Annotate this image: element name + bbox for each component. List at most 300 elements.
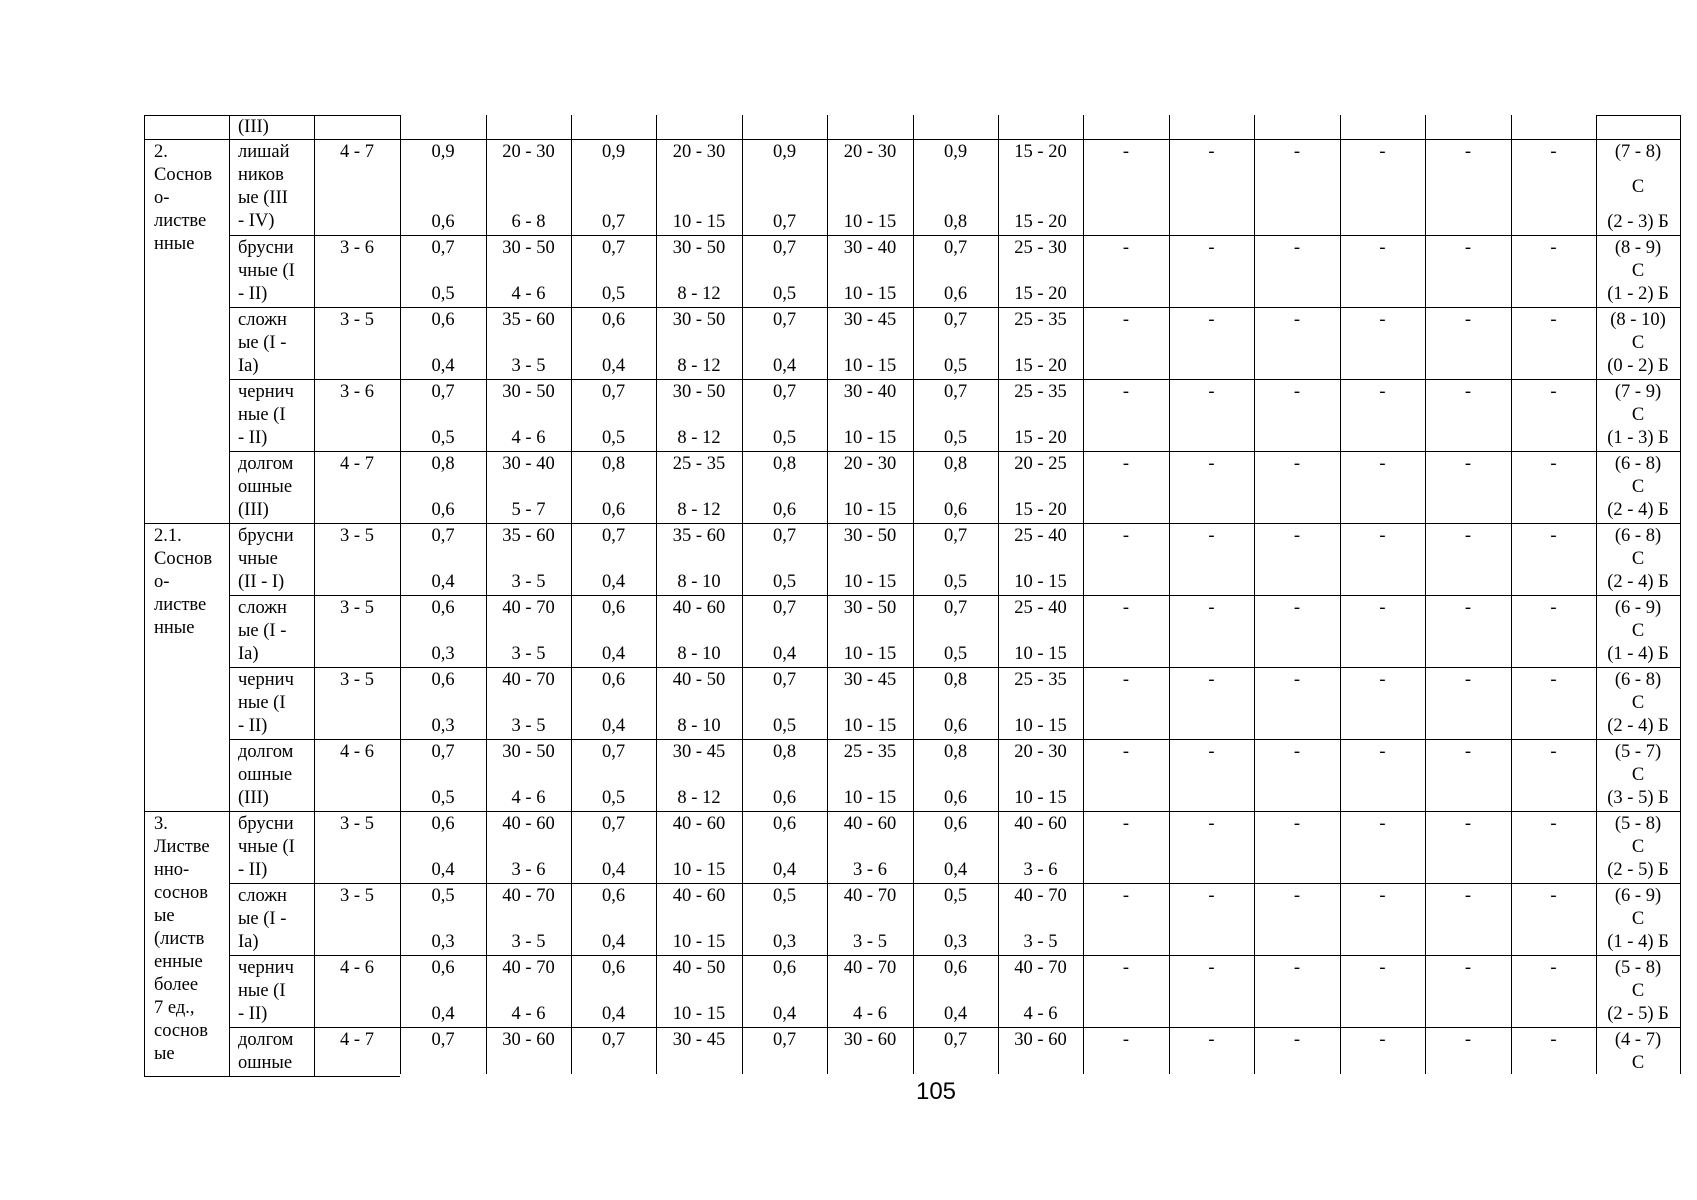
empty-dash: - (1293, 598, 1301, 618)
group-label-line: Соснов (154, 549, 213, 569)
cell-value-bottom: 0,4 (601, 644, 626, 664)
empty-dash: - (1208, 886, 1215, 906)
empty-dash: - (1464, 1030, 1472, 1050)
cell-value-bottom: 0,7 (601, 212, 626, 232)
forest-type-line: Ia) (238, 356, 259, 376)
group-label-line: нные (154, 234, 195, 254)
age-value: 3 - 5 (340, 814, 374, 834)
cell-value-bottom: 3 - 5 (853, 932, 887, 952)
cell-value-top: 30 - 50 (672, 238, 726, 258)
empty-dash: - (1122, 454, 1130, 474)
composition-line: С (1631, 764, 1645, 785)
cell-value-top: 25 - 40 (1014, 598, 1067, 618)
cell-value-bottom: 0,5 (431, 284, 455, 304)
cell-value-bottom: 0,3 (431, 932, 455, 952)
cell-value-top: 0,5 (431, 886, 455, 906)
cell-value-bottom: 10 - 15 (1014, 716, 1067, 736)
cell-value-top: 40 - 70 (843, 958, 897, 978)
cell-value-bottom: 0,5 (772, 572, 797, 592)
forest-type-line: - II) (238, 716, 268, 736)
empty-dash: - (1379, 454, 1386, 474)
empty-dash: - (1122, 814, 1130, 834)
cell-value-bottom: 0,4 (601, 1004, 626, 1024)
cell-value-bottom: 10 - 15 (843, 788, 897, 808)
empty-dash: - (1122, 382, 1130, 402)
forest-type-line: чернич (238, 670, 294, 690)
forest-type-line: долгом (238, 454, 294, 474)
cell-value-top: 20 - 30 (843, 454, 897, 474)
composition-line: (1 - 2) Б (1607, 284, 1669, 304)
cell-value-bottom: 10 - 15 (1014, 644, 1067, 664)
cell-value-top: 0,7 (772, 1030, 797, 1050)
cell-value-bottom: 8 - 12 (677, 788, 721, 808)
group-label-line: 3. (154, 814, 168, 834)
cell-value-bottom: 10 - 15 (843, 716, 897, 736)
cell-value-bottom: 0,5 (943, 428, 968, 448)
empty-dash: - (1464, 382, 1472, 402)
cell-value-top: 20 - 25 (1014, 454, 1067, 474)
cell-value-top: 0,9 (772, 142, 797, 162)
cell-value-top: 20 - 30 (672, 142, 726, 162)
forest-type-line: - IV) (238, 211, 275, 231)
composition-line: (7 - 9) (1614, 382, 1662, 402)
cell-value-bottom: 0,5 (601, 284, 626, 304)
cell-value-top: 25 - 35 (1014, 310, 1067, 330)
cell-value-top: 25 - 35 (1014, 670, 1067, 690)
forest-type-line: сложн (238, 310, 287, 330)
cell-value-bottom: 15 - 20 (1014, 212, 1067, 232)
composition-line: (1 - 4) Б (1607, 932, 1669, 952)
forest-type-line: долгом (238, 1030, 294, 1050)
cell-value-bottom: 0,6 (601, 500, 626, 520)
empty-dash: - (1293, 238, 1301, 258)
composition-line: (6 - 9) (1614, 886, 1662, 906)
composition-line: (2 - 4) Б (1607, 500, 1669, 520)
cell-value-bottom: 0,4 (943, 860, 968, 880)
cell-value-top: 30 - 40 (843, 382, 897, 402)
cell-value-top: 0,6 (943, 958, 968, 978)
composition-line: (2 - 3) Б (1607, 212, 1669, 232)
empty-dash: - (1379, 670, 1386, 690)
forest-type-line: чные (238, 549, 278, 569)
empty-dash: - (1464, 814, 1472, 834)
empty-dash: - (1550, 310, 1557, 330)
forest-type-line: ные (I (238, 981, 286, 1001)
cell-value-top: 35 - 60 (502, 310, 555, 330)
cell-value-bottom: 0,4 (943, 1004, 968, 1024)
cell-value-top: 0,9 (601, 142, 626, 162)
group-label-line: листве (154, 595, 207, 615)
cell-value-top: 0,6 (772, 958, 797, 978)
cell-value-top: 0,6 (772, 814, 797, 834)
cell-value-bottom: 0,4 (772, 644, 797, 664)
cell-value-top: 0,6 (431, 814, 455, 834)
cell-value-top: 0,7 (601, 814, 626, 834)
cell-value-top: 40 - 70 (1014, 958, 1067, 978)
cell-value-top: 40 - 70 (843, 886, 897, 906)
table-border-vertical (1680, 115, 1681, 1074)
cell-value-top: 0,8 (772, 454, 797, 474)
composition-line: (5 - 7) (1614, 742, 1662, 762)
cell-value-top: 30 - 45 (843, 310, 897, 330)
cell-value-top: 0,6 (601, 958, 626, 978)
cell-value-top: 40 - 60 (672, 814, 726, 834)
empty-dash: - (1550, 382, 1557, 402)
cell-value-top: 30 - 50 (843, 598, 897, 618)
cell-value-bottom: 0,4 (601, 572, 626, 592)
group-label-line: соснов (154, 883, 209, 903)
cell-value-top: 30 - 50 (843, 526, 897, 546)
page-number: 105 (915, 1078, 957, 1105)
forest-type-line: сложн (238, 598, 287, 618)
cell-value-top: 0,7 (772, 598, 797, 618)
table-border-horizontal (229, 235, 1680, 236)
cell-value-bottom: 10 - 15 (843, 356, 897, 376)
cell-value-bottom: 10 - 15 (843, 572, 897, 592)
cell-value-bottom: 0,4 (601, 356, 626, 376)
cell-value-bottom: 0,3 (772, 932, 797, 952)
composition-line: (4 - 7) (1614, 1030, 1662, 1050)
age-value: 4 - 7 (340, 454, 374, 474)
forest-type-line: чернич (238, 958, 294, 978)
cell-value-top: 25 - 30 (1014, 238, 1067, 258)
cell-value-bottom: 3 - 6 (511, 860, 546, 880)
table-border-horizontal (229, 955, 1680, 956)
group-label-line: нно- (154, 860, 190, 880)
empty-dash: - (1293, 526, 1301, 546)
cell-value-top: 0,7 (431, 1030, 455, 1050)
cell-value-top: 40 - 60 (502, 814, 555, 834)
cell-value-bottom: 10 - 15 (843, 500, 897, 520)
cell-value-top: 0,7 (772, 670, 797, 690)
cell-value-top: 0,7 (601, 1030, 626, 1050)
cell-value-top: 0,7 (943, 526, 968, 546)
empty-dash: - (1122, 886, 1130, 906)
cell-value-top: 40 - 70 (502, 886, 555, 906)
forest-type-line: (III) (238, 500, 269, 520)
cell-value-top: 30 - 45 (672, 1030, 726, 1050)
cell-value-bottom: 10 - 15 (1014, 788, 1067, 808)
cell-value-bottom: 4 - 6 (511, 284, 546, 304)
forest-type-line: ошные (238, 477, 293, 497)
table-border-horizontal (1596, 115, 1680, 116)
forest-type-line: - II) (238, 860, 268, 880)
cell-value-top: 0,7 (601, 382, 626, 402)
forest-type-line: (III) (238, 788, 269, 808)
cell-value-top: 0,6 (601, 886, 626, 906)
composition-line: (2 - 4) Б (1607, 716, 1669, 736)
age-value: 4 - 7 (340, 1030, 374, 1050)
composition-line: С (1631, 176, 1645, 197)
cell-value-top: 0,9 (943, 142, 968, 162)
cell-value-bottom: 0,4 (772, 356, 797, 376)
cell-value-bottom: 3 - 5 (1023, 932, 1058, 952)
forest-type-line: ные (I (238, 693, 286, 713)
composition-line: (6 - 8) (1614, 670, 1662, 690)
cell-value-bottom: 8 - 12 (677, 356, 721, 376)
cell-value-top: 40 - 60 (1014, 814, 1067, 834)
empty-dash: - (1464, 670, 1472, 690)
empty-dash: - (1122, 238, 1130, 258)
empty-dash: - (1208, 958, 1215, 978)
empty-dash: - (1550, 670, 1557, 690)
cell-value-top: 40 - 60 (672, 886, 726, 906)
cell-value-top: 0,7 (943, 382, 968, 402)
cell-value-bottom: 8 - 10 (677, 644, 721, 664)
cell-value-bottom: 10 - 15 (843, 428, 897, 448)
empty-dash: - (1208, 310, 1215, 330)
forest-type-line: долгом (238, 742, 294, 762)
group-label-line: ые (154, 1044, 175, 1064)
empty-dash: - (1379, 598, 1386, 618)
empty-dash: - (1550, 142, 1557, 162)
cell-value-top: 0,7 (431, 238, 455, 258)
empty-dash: - (1293, 310, 1301, 330)
empty-dash: - (1550, 886, 1557, 906)
group-label-line: более (154, 975, 199, 995)
cell-value-top: 30 - 50 (672, 310, 726, 330)
cell-value-bottom: 4 - 6 (1023, 1004, 1058, 1024)
cell-value-bottom: 0,6 (943, 716, 968, 736)
table-border-horizontal (144, 811, 1680, 812)
age-value: 3 - 5 (340, 310, 374, 330)
cell-value-top: 25 - 40 (1014, 526, 1067, 546)
cell-value-bottom: 0,4 (772, 1004, 797, 1024)
cell-value-bottom: 0,4 (431, 356, 455, 376)
empty-dash: - (1464, 526, 1472, 546)
cell-value-top: 0,6 (943, 814, 968, 834)
cell-value-bottom: 3 - 6 (1023, 860, 1058, 880)
empty-dash: - (1464, 454, 1472, 474)
forest-type-line: брусни (238, 526, 294, 546)
empty-dash: - (1293, 1030, 1301, 1050)
cell-value-bottom: 15 - 20 (1014, 284, 1067, 304)
empty-dash: - (1550, 742, 1557, 762)
group-label-line: енные (154, 952, 203, 972)
cell-value-bottom: 0,6 (943, 788, 968, 808)
cell-value-top: 0,7 (772, 310, 797, 330)
empty-dash: - (1208, 382, 1215, 402)
cell-value-bottom: 3 - 5 (511, 644, 546, 664)
empty-dash: - (1208, 814, 1215, 834)
table-border-horizontal (229, 739, 1680, 740)
cell-value-bottom: 15 - 20 (1014, 428, 1067, 448)
cell-value-bottom: 8 - 10 (677, 716, 721, 736)
forest-type-line: ошные (238, 1053, 293, 1073)
empty-dash: - (1464, 958, 1472, 978)
composition-line: (2 - 4) Б (1607, 572, 1669, 592)
composition-line: (1 - 3) Б (1607, 428, 1669, 448)
cell-value-top: 35 - 60 (672, 526, 726, 546)
composition-line: С (1631, 548, 1645, 569)
composition-line: (8 - 10) (1610, 310, 1666, 330)
cell-value-bottom: 4 - 6 (853, 1004, 887, 1024)
cell-value-bottom: 0,3 (431, 716, 455, 736)
cell-value-top: 0,6 (431, 670, 455, 690)
forest-type-line: ошные (238, 765, 293, 785)
age-value: 3 - 5 (340, 670, 374, 690)
age-value: 3 - 6 (340, 382, 374, 402)
cell-value-bottom: 8 - 10 (677, 572, 721, 592)
cell-value-top: 0,7 (601, 742, 626, 762)
cell-value-top: 30 - 60 (1014, 1030, 1067, 1050)
group-label-line: ые (154, 906, 175, 926)
forest-type-line: чные (I (238, 261, 295, 281)
table-border-horizontal (229, 451, 1680, 452)
cell-value-top: 0,9 (431, 142, 455, 162)
empty-dash: - (1379, 814, 1386, 834)
group-label-line: о- (154, 572, 170, 592)
cell-value-bottom: 6 - 8 (511, 212, 546, 232)
cell-value-top: 40 - 50 (672, 958, 726, 978)
cell-value-top: 0,5 (772, 886, 797, 906)
empty-dash: - (1550, 238, 1557, 258)
cell-value-bottom: 0,6 (943, 284, 968, 304)
cell-value-top: 40 - 50 (672, 670, 726, 690)
cell-value-top: 0,7 (772, 382, 797, 402)
cell-value-top: 30 - 50 (502, 238, 555, 258)
cell-value-bottom: 4 - 6 (511, 1004, 546, 1024)
empty-dash: - (1379, 526, 1386, 546)
cell-value-top: 30 - 45 (672, 742, 726, 762)
cell-value-bottom: 0,5 (431, 788, 455, 808)
cell-value-top: 0,7 (772, 526, 797, 546)
composition-line: (2 - 5) Б (1607, 1004, 1669, 1024)
cell-value-top: 0,6 (431, 958, 455, 978)
forest-type-line: - II) (238, 428, 268, 448)
empty-dash: - (1550, 526, 1557, 546)
cell-value-bottom: 0,5 (601, 788, 626, 808)
composition-line: (2 - 5) Б (1607, 860, 1669, 880)
cell-value-bottom: 0,4 (431, 1004, 455, 1024)
cell-value-top: 30 - 40 (502, 454, 555, 474)
empty-dash: - (1293, 742, 1301, 762)
cell-value-top: 40 - 70 (502, 958, 555, 978)
composition-line: С (1631, 908, 1645, 929)
cell-value-top: 25 - 35 (1014, 382, 1067, 402)
cell-value-bottom: 0,6 (772, 500, 797, 520)
composition-line: (7 - 8) (1614, 142, 1662, 162)
forest-type-line: брусни (238, 814, 294, 834)
table-border-horizontal (229, 883, 1680, 884)
cell-value-bottom: 15 - 20 (1014, 356, 1067, 376)
cell-value-top: 0,6 (601, 310, 626, 330)
empty-dash: - (1379, 958, 1386, 978)
forest-type-line: Ia) (238, 644, 259, 664)
forest-type-line: сложн (238, 886, 287, 906)
cell-value-bottom: 0,4 (601, 932, 626, 952)
empty-dash: - (1293, 670, 1301, 690)
cell-value-top: 0,8 (431, 454, 455, 474)
cell-value-top: 0,7 (601, 526, 626, 546)
cell-value-bottom: 0,5 (943, 644, 968, 664)
forest-type-line: - II) (238, 1004, 268, 1024)
empty-dash: - (1379, 742, 1386, 762)
empty-dash: - (1293, 382, 1301, 402)
composition-line: С (1631, 332, 1645, 353)
empty-dash: - (1379, 886, 1386, 906)
empty-dash: - (1550, 958, 1557, 978)
table-border-horizontal (144, 523, 1680, 524)
cell-value-top: 0,7 (943, 238, 968, 258)
cell-value-bottom: 10 - 15 (672, 932, 726, 952)
cell-value-top: 40 - 70 (1014, 886, 1067, 906)
age-value: 4 - 7 (340, 142, 374, 162)
cell-value-bottom: 0,4 (601, 860, 626, 880)
composition-line: (3 - 5) Б (1607, 788, 1669, 808)
cell-type-continued: (III) (238, 117, 269, 137)
group-label-line: нные (154, 618, 195, 638)
cell-value-bottom: 0,8 (943, 212, 968, 232)
group-label-line: соснов (154, 1021, 209, 1041)
empty-dash: - (1293, 142, 1301, 162)
cell-value-bottom: 0,5 (772, 428, 797, 448)
composition-line: С (1631, 620, 1645, 641)
cell-value-top: 0,7 (943, 1030, 968, 1050)
empty-dash: - (1122, 1030, 1130, 1050)
group-label-line: 2. (154, 142, 168, 162)
cell-value-top: 20 - 30 (843, 142, 897, 162)
composition-line: С (1631, 836, 1645, 857)
cell-value-bottom: 0,5 (943, 356, 968, 376)
cell-value-top: 35 - 60 (502, 526, 555, 546)
empty-dash: - (1122, 958, 1130, 978)
cell-value-bottom: 8 - 12 (677, 284, 721, 304)
empty-dash: - (1379, 142, 1386, 162)
age-value: 4 - 6 (340, 958, 374, 978)
composition-line: (8 - 9) (1614, 238, 1662, 258)
composition-line: (5 - 8) (1614, 958, 1662, 978)
empty-dash: - (1379, 1030, 1386, 1050)
cell-value-top: 0,8 (601, 454, 626, 474)
cell-value-top: 0,6 (431, 598, 455, 618)
cell-value-bottom: 0,6 (772, 788, 797, 808)
forest-type-line: брусни (238, 238, 294, 258)
cell-value-bottom: 0,3 (943, 932, 968, 952)
empty-dash: - (1293, 814, 1301, 834)
cell-value-bottom: 10 - 15 (672, 212, 726, 232)
group-label-line: (листв (154, 929, 205, 949)
forest-type-line: чернич (238, 382, 294, 402)
cell-value-bottom: 5 - 7 (511, 500, 546, 520)
empty-dash: - (1293, 454, 1301, 474)
cell-value-bottom: 10 - 15 (1014, 572, 1067, 592)
composition-line: (6 - 9) (1614, 598, 1662, 618)
cell-value-top: 20 - 30 (502, 142, 555, 162)
empty-dash: - (1464, 142, 1472, 162)
cell-value-bottom: 4 - 6 (511, 788, 546, 808)
table-border-horizontal (144, 115, 400, 116)
cell-value-bottom: 0,6 (943, 500, 968, 520)
empty-dash: - (1550, 454, 1557, 474)
empty-dash: - (1379, 382, 1386, 402)
cell-value-top: 30 - 45 (843, 670, 897, 690)
empty-dash: - (1208, 142, 1215, 162)
empty-dash: - (1122, 310, 1130, 330)
table-border-horizontal (229, 379, 1680, 380)
cell-value-top: 0,7 (431, 526, 455, 546)
empty-dash: - (1208, 1030, 1215, 1050)
cell-value-bottom: 0,6 (431, 500, 455, 520)
empty-dash: - (1464, 310, 1472, 330)
empty-dash: - (1208, 742, 1215, 762)
empty-dash: - (1293, 886, 1301, 906)
cell-value-top: 30 - 50 (672, 382, 726, 402)
empty-dash: - (1122, 670, 1130, 690)
cell-value-bottom: 0,5 (772, 284, 797, 304)
cell-value-bottom: 4 - 6 (511, 428, 546, 448)
composition-line: (0 - 2) Б (1607, 356, 1669, 376)
